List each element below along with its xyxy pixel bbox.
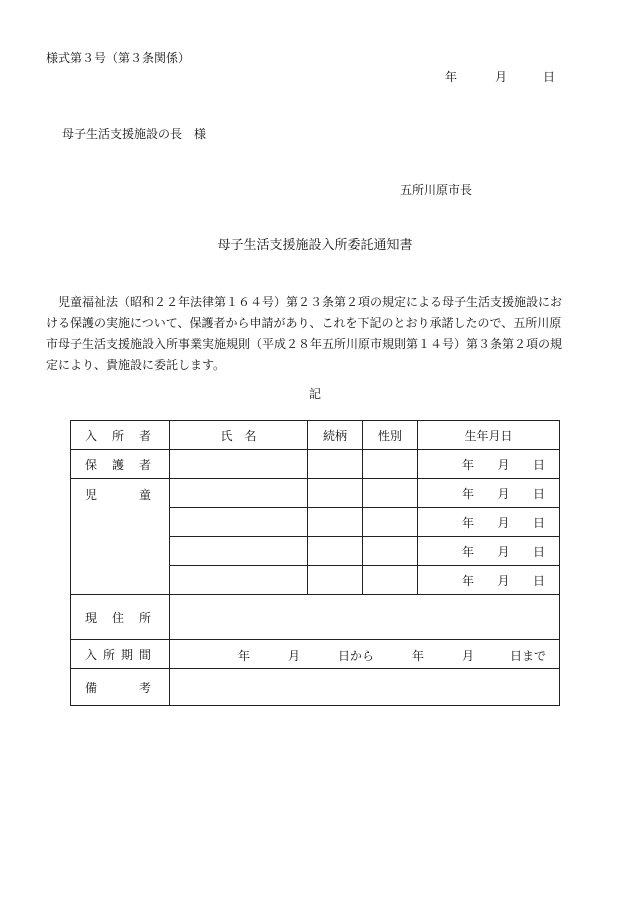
child-birthdate-cell[interactable] bbox=[418, 508, 560, 537]
remarks-row bbox=[71, 669, 560, 706]
guardian-sex-cell[interactable] bbox=[363, 450, 418, 479]
child-name-cell[interactable] bbox=[170, 537, 308, 566]
period-from: 日から bbox=[338, 649, 375, 663]
remarks-cell[interactable] bbox=[170, 669, 560, 706]
child-name-cell[interactable] bbox=[170, 508, 308, 537]
body-line: ける保護の実施について、保護者から申請があり、これを下記のとおり承諾したので、五所川原 bbox=[46, 316, 562, 330]
document-title: 母子生活支援施設入所委託通知書 bbox=[217, 238, 413, 253]
ymd-day: 日 bbox=[532, 486, 545, 501]
child-relation-cell[interactable] bbox=[308, 508, 363, 537]
form-number: 様式第３号（第３条関係） bbox=[46, 51, 191, 65]
address-cell[interactable] bbox=[170, 595, 560, 640]
child-sex-cell[interactable] bbox=[363, 537, 418, 566]
header-relation: 続柄 bbox=[308, 421, 363, 450]
ymd-month: 月 bbox=[497, 515, 510, 530]
header-birthdate: 生年月日 bbox=[418, 421, 560, 450]
child-name-cell[interactable] bbox=[170, 566, 308, 595]
ymd-year: 年 bbox=[462, 515, 475, 530]
ymd-day: 日 bbox=[532, 573, 545, 588]
ymd-year: 年 bbox=[462, 486, 475, 501]
ymd-year: 年 bbox=[462, 457, 475, 472]
period-year: 年 bbox=[238, 649, 251, 663]
child-relation-cell[interactable] bbox=[308, 537, 363, 566]
period-month-2: 月 bbox=[462, 649, 475, 663]
child-row bbox=[71, 479, 560, 508]
header-name: 氏 名 bbox=[170, 421, 308, 450]
entry-table bbox=[70, 420, 560, 706]
child-name-cell[interactable] bbox=[170, 479, 308, 508]
child-relation-cell[interactable] bbox=[308, 566, 363, 595]
child-label: 児童 bbox=[71, 479, 170, 595]
ymd-month: 月 bbox=[497, 486, 510, 501]
body-line: 市母子生活支援施設入所事業実施規則（平成２８年五所川原市規則第１４号）第３条第２項の規 bbox=[46, 337, 563, 351]
period-cell[interactable] bbox=[170, 640, 560, 669]
ymd-month: 月 bbox=[497, 544, 510, 559]
ymd-month: 月 bbox=[497, 573, 510, 588]
header-row bbox=[71, 421, 560, 450]
header-sex: 性別 bbox=[363, 421, 418, 450]
ymd-day: 日 bbox=[532, 457, 545, 472]
body-line: 定により、貴施設に委託します。 bbox=[46, 358, 226, 372]
child-relation-cell[interactable] bbox=[308, 479, 363, 508]
ki-label: 記 bbox=[308, 387, 321, 401]
period-year-2: 年 bbox=[412, 649, 425, 663]
address-row bbox=[71, 595, 560, 640]
guardian-birthdate-cell[interactable] bbox=[418, 450, 560, 479]
date-year-label: 年 bbox=[445, 70, 458, 84]
period-label: 入所期間 bbox=[71, 640, 170, 669]
ymd-year: 年 bbox=[462, 573, 475, 588]
remarks-label: 備考 bbox=[71, 669, 170, 706]
ymd-year: 年 bbox=[462, 544, 475, 559]
period-month: 月 bbox=[288, 649, 301, 663]
ymd-month: 月 bbox=[497, 457, 510, 472]
guardian-relation-cell[interactable] bbox=[308, 450, 363, 479]
period-until: 日まで bbox=[510, 649, 547, 663]
body-paragraph bbox=[46, 292, 586, 376]
child-birthdate-cell[interactable] bbox=[418, 537, 560, 566]
period-row bbox=[71, 640, 560, 669]
addressee: 母子生活支援施設の長 様 bbox=[62, 127, 207, 141]
date-day-label: 日 bbox=[543, 70, 556, 84]
ymd-day: 日 bbox=[532, 544, 545, 559]
child-sex-cell[interactable] bbox=[363, 479, 418, 508]
issuer: 五所川原市長 bbox=[400, 183, 473, 197]
guardian-label: 保護者 bbox=[71, 450, 170, 479]
child-birthdate-cell[interactable] bbox=[418, 566, 560, 595]
guardian-name-cell[interactable] bbox=[170, 450, 308, 479]
body-line: 児童福祉法（昭和２２年法律第１６４号）第２３条第２項の規定による母子生活支援施設にお bbox=[46, 295, 563, 309]
ymd-day: 日 bbox=[532, 515, 545, 530]
child-sex-cell[interactable] bbox=[363, 566, 418, 595]
child-sex-cell[interactable] bbox=[363, 508, 418, 537]
guardian-row bbox=[71, 450, 560, 479]
header-resident-label: 入所者 bbox=[71, 421, 170, 450]
child-birthdate-cell[interactable] bbox=[418, 479, 560, 508]
address-label: 現住所 bbox=[71, 595, 170, 640]
date-month-label: 月 bbox=[495, 70, 508, 84]
